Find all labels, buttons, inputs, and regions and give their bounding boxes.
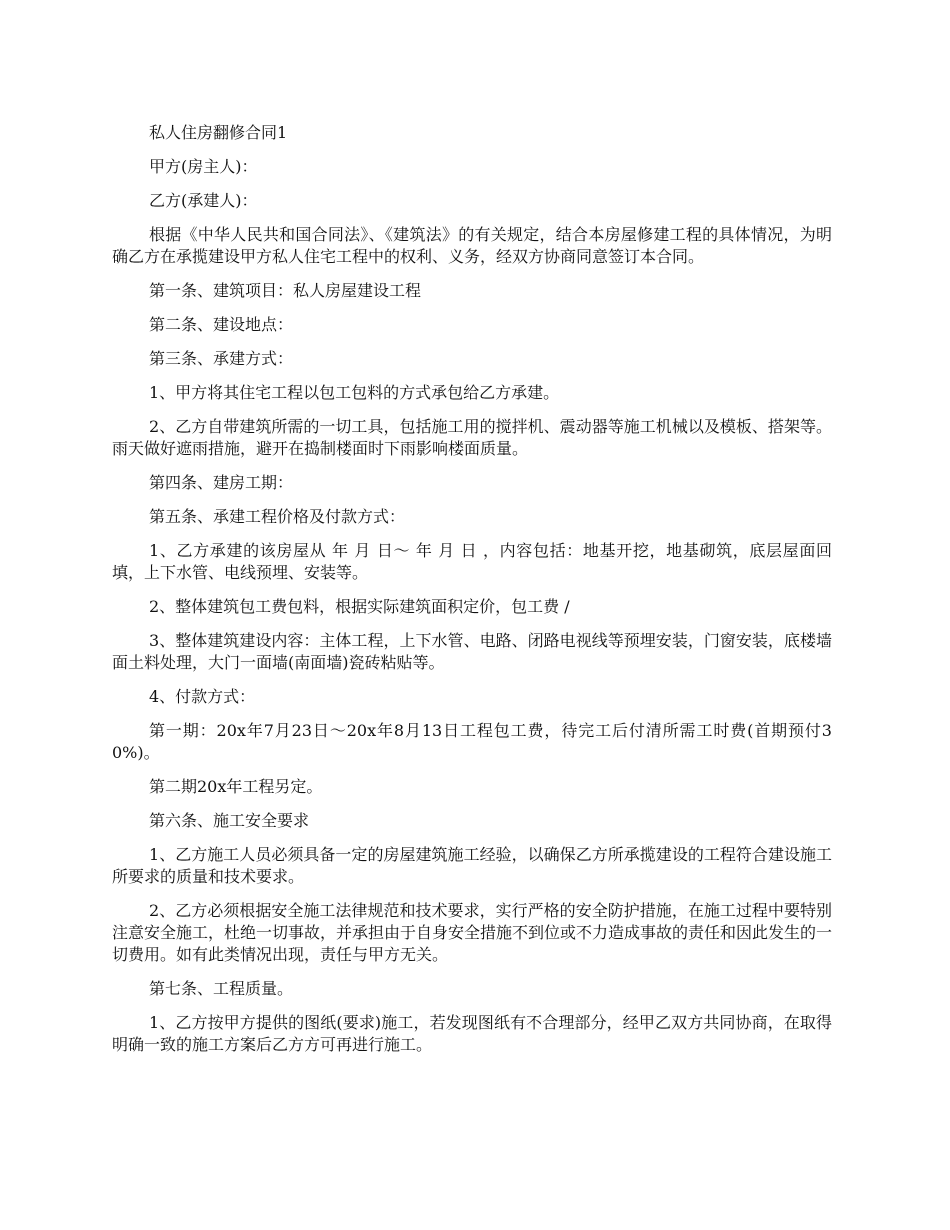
article-3-clause-1: 1、甲方将其住宅工程以包工包料的方式承包给乙方承建。 (149, 383, 560, 402)
party-b-line: 乙方(承建人)： (149, 191, 258, 210)
article-3-clause-2: 2、乙方自带建筑所需的一切工具，包括施工用的搅拌机、震动器等施工机械以及模板、搭架等。雨天做好遮雨措施，避开在捣制楼面时下雨影响楼面质量。 (112, 417, 832, 458)
document-body (112, 122, 832, 1068)
article-7-heading: 第七条、工程质量。 (149, 979, 294, 998)
preamble-paragraph: 根据《中华人民共和国合同法》、《建筑法》的有关规定，结合本房屋修建工程的具体情况，为明确乙方在承揽建设甲方私人住宅工程中的权利、义务，经双方协商同意签订本合同。 (112, 225, 832, 266)
payment-phase-2: 第二期20x年工程另定。 (149, 777, 323, 796)
article-2-heading: 第二条、建设地点： (149, 315, 294, 334)
party-a-line: 甲方(房主人)： (149, 157, 258, 176)
document-title: 私人住房翻修合同1 (149, 123, 288, 142)
article-5-clause-2: 2、整体建筑包工费包料，根据实际建筑面积定价，包工费 / (149, 597, 570, 616)
article-5-clause-1: 1、乙方承建的该房屋从 年 月 日～ 年 月 日 ，内容包括：地基开挖，地基砌筑，底层屋面回填，上下水管、电线预埋、安装等。 (112, 541, 832, 582)
article-4-heading: 第四条、建房工期： (149, 473, 294, 492)
article-3-heading: 第三条、承建方式： (149, 349, 294, 368)
article-7-clause-1: 1、乙方按甲方提供的图纸(要求)施工，若发现图纸有不合理部分，经甲乙双方共同协商，在取得明确一致的施工方案后乙方方可再进行施工。 (112, 1013, 832, 1054)
article-1-heading: 第一条、建筑项目：私人房屋建设工程 (149, 281, 422, 300)
payment-phase-1: 第一期：20x年7月23日～20x年8月13日工程包工费，待完工后付清所需工时费(首期预付30%)。 (112, 721, 832, 762)
article-5-clause-4: 4、付款方式： (149, 687, 256, 706)
article-5-clause-3: 3、整体建筑建设内容：主体工程，上下水管、电路、闭路电视线等预埋安装，门窗安装，底楼墙面土料处理，大门一面墙(南面墙)瓷砖粘贴等。 (112, 631, 832, 672)
article-5-heading: 第五条、承建工程价格及付款方式： (149, 507, 406, 526)
article-6-clause-2: 2、乙方必须根据安全施工法律规范和技术要求，实行严格的安全防护措施，在施工过程中要特别注意安全施工，杜绝一切事故，并承担由于自身安全措施不到位或不力造成事故的责任和因此发生的一切费用。如有此类情况出现，责任与甲方无关。 (112, 901, 833, 964)
article-6-heading: 第六条、施工安全要求 (149, 811, 310, 830)
article-6-clause-1: 1、乙方施工人员必须具备一定的房屋建筑施工经验，以确保乙方所承揽建设的工程符合建设施工所要求的质量和技术要求。 (112, 845, 832, 886)
